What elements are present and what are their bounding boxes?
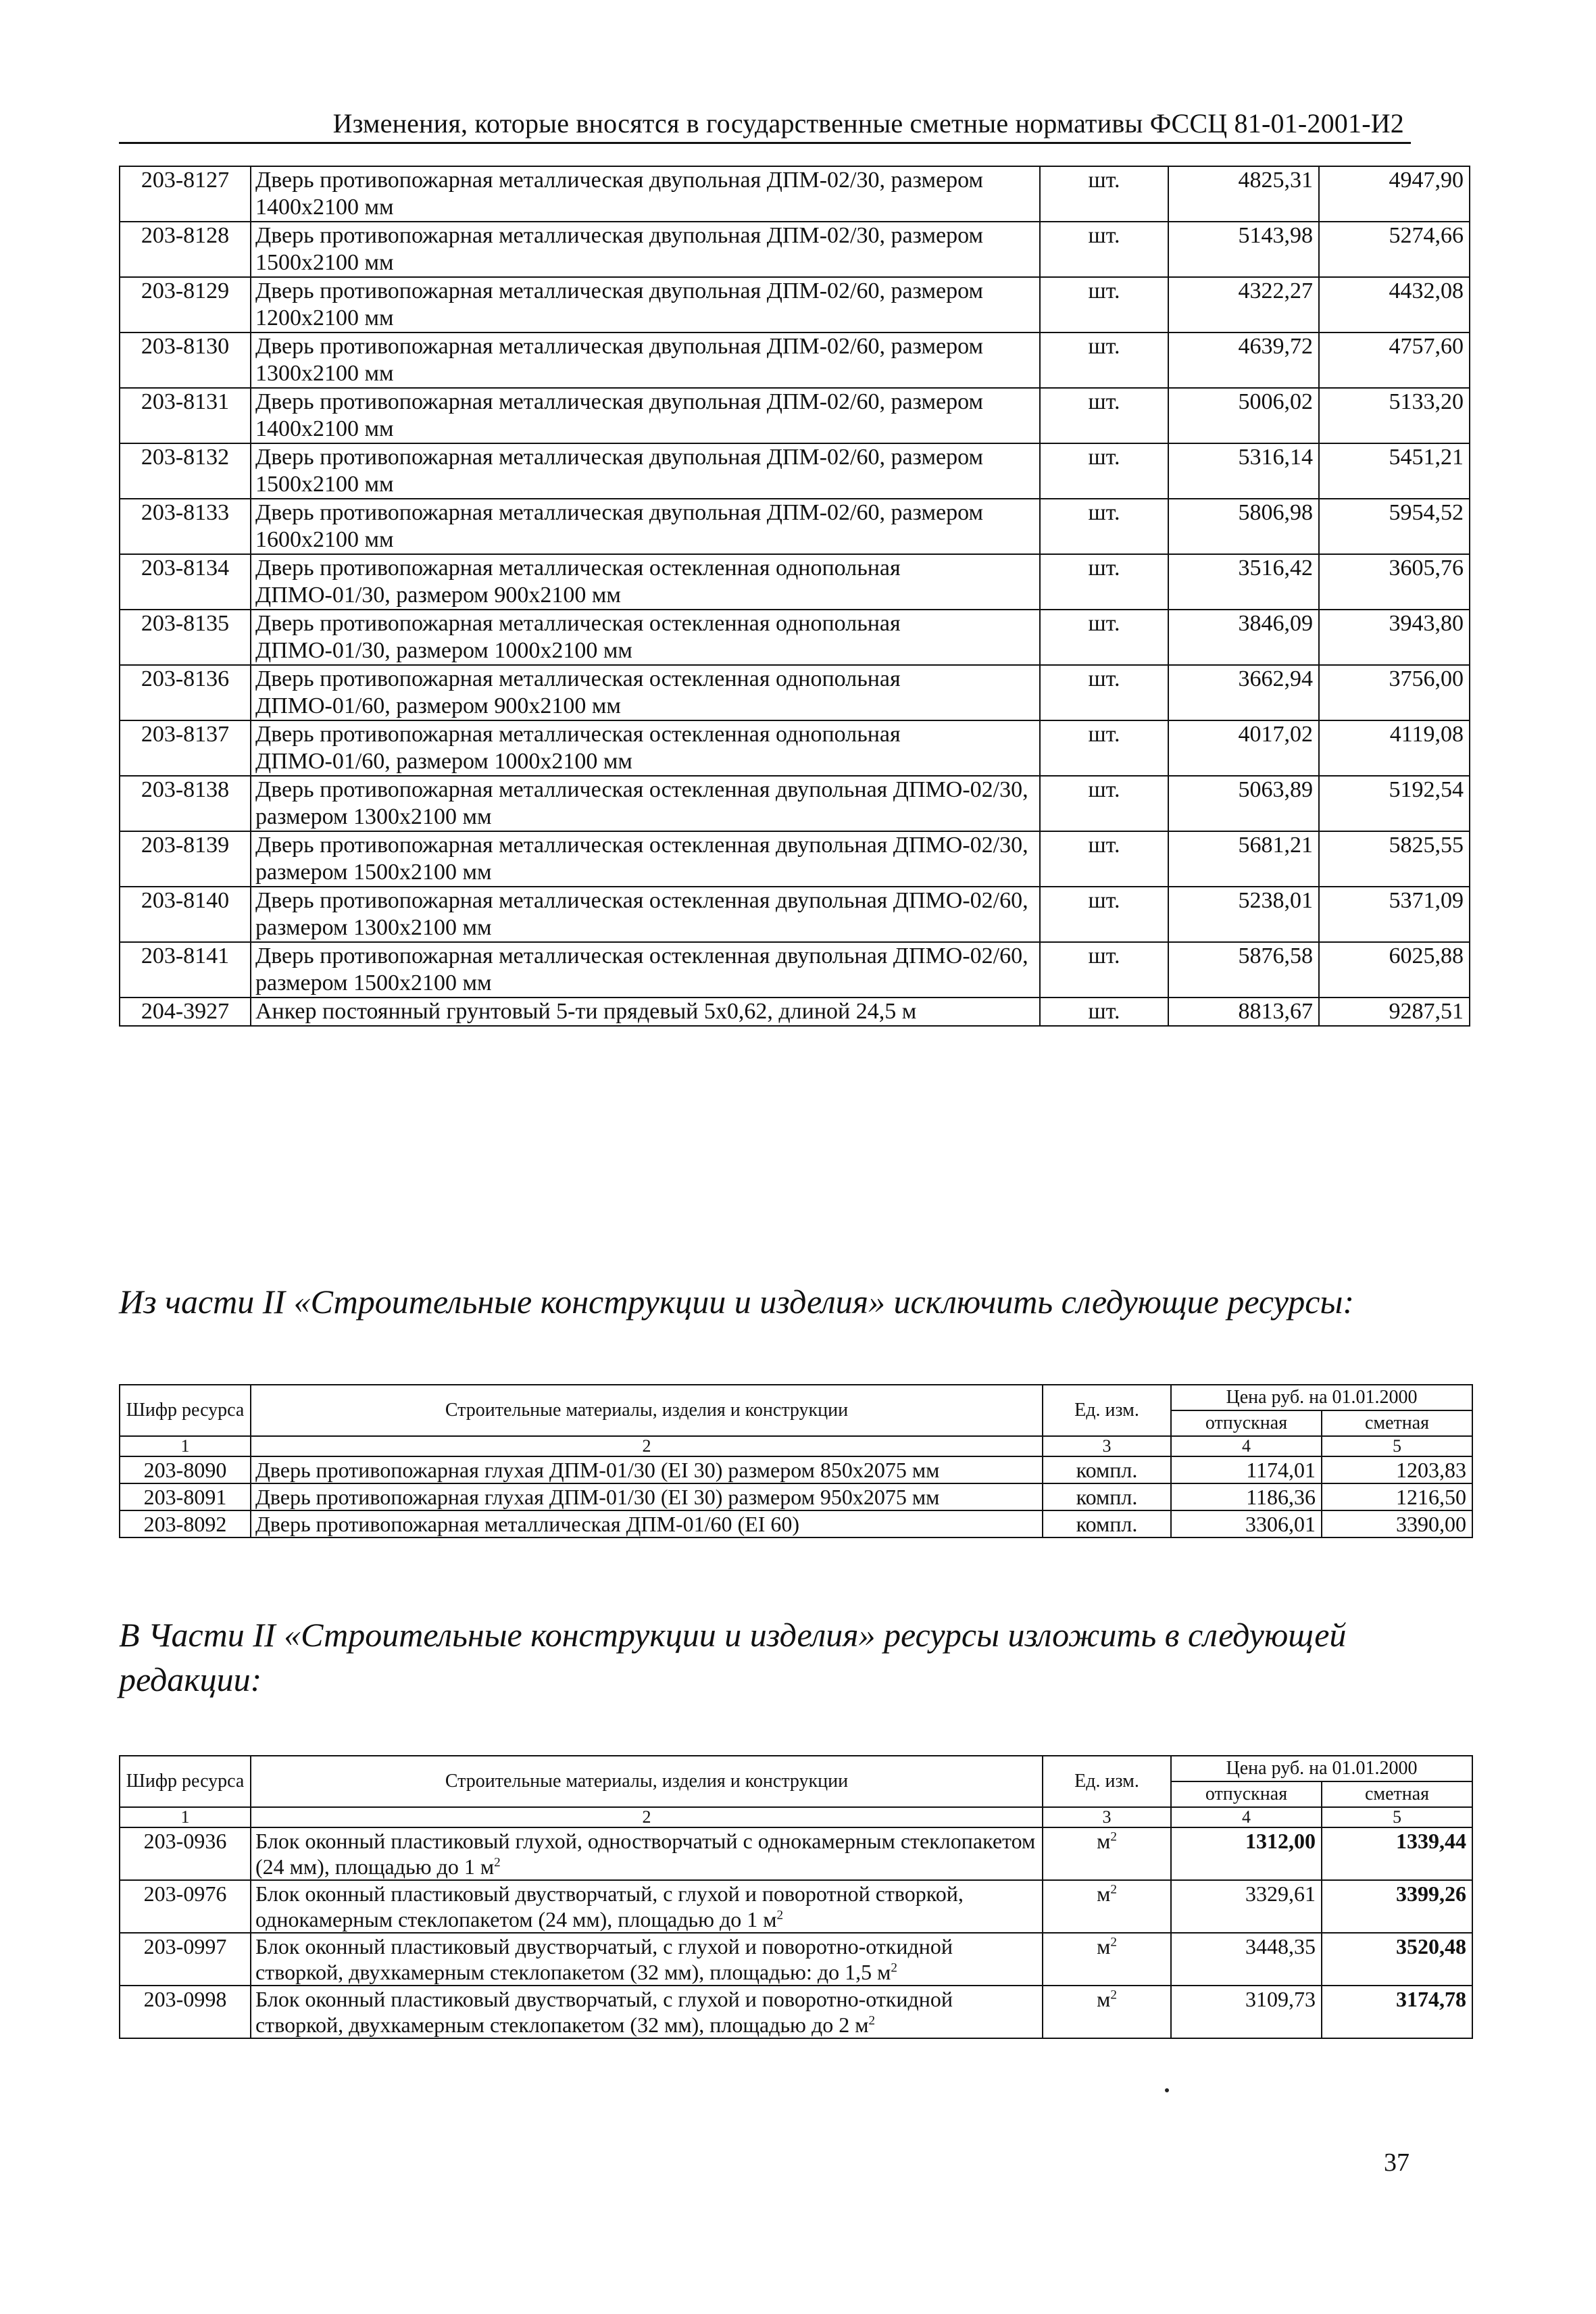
cell-unit [1043, 1986, 1171, 2038]
cell-code: 203-8133 [120, 499, 251, 554]
header-price-estimate: сметная [1322, 1781, 1472, 1807]
cell-code: 203-8141 [120, 942, 251, 998]
cell-unit [1043, 1827, 1171, 1880]
header-code: Шифр ресурса [120, 1385, 251, 1436]
cell-price-estimate: 1203,83 [1322, 1456, 1472, 1483]
cell-name-text: Блок оконный пластиковый двустворчатый, с глухой и поворотно-откидной створкой, двухкамерным стеклопакетом (32 мм), площадью: до 1,5 м [255, 1934, 953, 1984]
cell-code: 203-8139 [120, 831, 251, 887]
header-name: Строительные материалы, изделия и конструкции [251, 1385, 1043, 1436]
cell-price-release: 5006,02 [1168, 388, 1319, 443]
header-price-estimate: сметная [1322, 1410, 1472, 1436]
cell-name: Дверь противопожарная металлическая остекленная однопольная ДПМО-01/60, размером 900х2100 мм [251, 665, 1040, 720]
cell-unit: компл. [1043, 1483, 1171, 1510]
table-row [120, 1933, 1472, 1986]
table-row [120, 166, 1470, 222]
cell-unit-text: м [1097, 1934, 1111, 1959]
cell-unit: шт. [1040, 499, 1168, 554]
cell-name: Дверь противопожарная металлическая двупольная ДПМ-02/60, размером 1300х2100 мм [251, 333, 1040, 388]
cell-price-release: 1174,01 [1171, 1456, 1322, 1483]
cell-name: Дверь противопожарная металлическая остекленная двупольная ДПМО-02/60, размером 1300х2100 мм [251, 887, 1040, 942]
cell-price-release: 5806,98 [1168, 499, 1319, 554]
cell-code: 203-0998 [120, 1986, 251, 2038]
cell-unit: шт. [1040, 831, 1168, 887]
cell-name: Дверь противопожарная металлическая остекленная двупольная ДПМО-02/30, размером 1300х2100 мм [251, 776, 1040, 831]
cell-price-release: 8813,67 [1168, 998, 1319, 1026]
cell-price-estimate: 5451,21 [1319, 443, 1470, 499]
cell-unit: шт. [1040, 665, 1168, 720]
cell-price-estimate: 3520,48 [1322, 1933, 1472, 1986]
cell-name-text: Блок оконный пластиковый глухой, одностворчатый с однокамерным стеклопакетом (24 мм), площадью до 1 м [255, 1829, 1036, 1879]
door-prices-table [119, 166, 1470, 1027]
table-row [120, 554, 1470, 610]
table-row [120, 333, 1470, 388]
cell-price-estimate: 4947,90 [1319, 166, 1470, 222]
table-row [120, 1986, 1472, 2038]
table-row [120, 388, 1470, 443]
cell-unit: шт. [1040, 388, 1168, 443]
cell-code: 203-8137 [120, 720, 251, 776]
cell-unit: шт. [1040, 887, 1168, 942]
cell-price-estimate: 3390,00 [1322, 1510, 1472, 1537]
cell-price-release: 4322,27 [1168, 277, 1319, 333]
cell-price-estimate: 9287,51 [1319, 998, 1470, 1026]
column-number: 2 [251, 1436, 1043, 1456]
table-row [120, 831, 1470, 887]
table-row [120, 998, 1470, 1026]
cell-unit: компл. [1043, 1456, 1171, 1483]
cell-name [251, 1986, 1043, 2038]
cell-name [251, 1880, 1043, 1933]
cell-code: 203-0976 [120, 1880, 251, 1933]
column-number: 4 [1171, 1436, 1322, 1456]
cell-code: 203-8138 [120, 776, 251, 831]
superscript: 2 [1110, 1882, 1117, 1897]
cell-price-estimate: 5274,66 [1319, 222, 1470, 277]
header-title: Изменения, которые вносятся в государственные сметные нормативы ФССЦ 81-01-2001-И2 [332, 108, 1404, 139]
cell-price-release: 3329,61 [1171, 1880, 1322, 1933]
superscript: 2 [891, 1961, 897, 1975]
cell-price-release: 1186,36 [1171, 1483, 1322, 1510]
cell-price-release: 3448,35 [1171, 1933, 1322, 1986]
cell-price-estimate: 4119,08 [1319, 720, 1470, 776]
cell-price-release: 3846,09 [1168, 610, 1319, 665]
header-unit: Ед. изм. [1043, 1756, 1171, 1807]
header-price-release: отпускная [1171, 1781, 1322, 1807]
cell-code: 203-8128 [120, 222, 251, 277]
cell-price-estimate: 6025,88 [1319, 942, 1470, 998]
cell-price-estimate: 3399,26 [1322, 1880, 1472, 1933]
table-row [120, 610, 1470, 665]
column-number: 3 [1043, 1807, 1171, 1827]
cell-code: 203-0936 [120, 1827, 251, 1880]
cell-name: Дверь противопожарная металлическая остекленная двупольная ДПМО-02/60, размером 1500х2100 мм [251, 942, 1040, 998]
cell-price-release: 5143,98 [1168, 222, 1319, 277]
cell-price-release: 4017,02 [1168, 720, 1319, 776]
cell-code: 203-8140 [120, 887, 251, 942]
cell-price-release: 5063,89 [1168, 776, 1319, 831]
column-number: 1 [120, 1807, 251, 1827]
cell-name: Дверь противопожарная глухая ДПМ-01/30 (EI 30) размером 950х2075 мм [251, 1483, 1043, 1510]
cell-price-estimate: 1339,44 [1322, 1827, 1472, 1880]
cell-unit: шт. [1040, 720, 1168, 776]
cell-code: 203-8132 [120, 443, 251, 499]
table-row [120, 1483, 1472, 1510]
table-row [120, 665, 1470, 720]
cell-name: Дверь противопожарная глухая ДПМ-01/30 (EI 30) размером 850х2075 мм [251, 1456, 1043, 1483]
cell-code: 203-8136 [120, 665, 251, 720]
cell-code: 203-8091 [120, 1483, 251, 1510]
cell-price-estimate: 5371,09 [1319, 887, 1470, 942]
cell-price-release: 3109,73 [1171, 1986, 1322, 2038]
cell-name [251, 1827, 1043, 1880]
cell-name: Дверь противопожарная металлическая остекленная двупольная ДПМО-02/30, размером 1500х2100 мм [251, 831, 1040, 887]
cell-price-release: 5681,21 [1168, 831, 1319, 887]
cell-price-estimate: 5825,55 [1319, 831, 1470, 887]
cell-code: 204-3927 [120, 998, 251, 1026]
cell-price-release: 3306,01 [1171, 1510, 1322, 1537]
table-row [120, 1827, 1472, 1880]
cell-price-estimate: 5133,20 [1319, 388, 1470, 443]
cell-code: 203-8129 [120, 277, 251, 333]
cell-unit: шт. [1040, 222, 1168, 277]
cell-price-estimate: 4757,60 [1319, 333, 1470, 388]
table-row [120, 443, 1470, 499]
cell-name: Дверь противопожарная металлическая остекленная однопольная ДПМО-01/60, размером 1000х2100 мм [251, 720, 1040, 776]
stray-dot [1165, 2088, 1169, 2092]
cell-unit: шт. [1040, 443, 1168, 499]
cell-price-release: 4825,31 [1168, 166, 1319, 222]
cell-name-text: Блок оконный пластиковый двустворчатый, с глухой и поворотно-откидной створкой, двухкамерным стеклопакетом (32 мм), площадью до 2 м [255, 1987, 953, 2037]
table-row [120, 1456, 1472, 1483]
column-number: 4 [1171, 1807, 1322, 1827]
cell-unit: шт. [1040, 277, 1168, 333]
excluded-resources-table [119, 1384, 1473, 1538]
header-code: Шифр ресурса [120, 1756, 251, 1807]
superscript: 2 [868, 2013, 876, 2028]
section-heading-exclude: Из части II «Строительные конструкции и изделия» исключить следующие ресурсы: [119, 1283, 1354, 1321]
column-number-row [120, 1436, 1472, 1456]
cell-unit: шт. [1040, 776, 1168, 831]
cell-unit: компл. [1043, 1510, 1171, 1537]
table-row [120, 720, 1470, 776]
cell-code: 203-8090 [120, 1456, 251, 1483]
cell-name: Дверь противопожарная металлическая остекленная однопольная ДПМО-01/30, размером 900х2100 мм [251, 554, 1040, 610]
superscript: 2 [776, 1908, 784, 1923]
cell-unit: шт. [1040, 610, 1168, 665]
cell-unit [1043, 1933, 1171, 1986]
cell-price-estimate: 3174,78 [1322, 1986, 1472, 2038]
cell-price-release: 5238,01 [1168, 887, 1319, 942]
cell-unit: шт. [1040, 998, 1168, 1026]
cell-unit: шт. [1040, 942, 1168, 998]
cell-price-estimate: 5954,52 [1319, 499, 1470, 554]
table-header-row [120, 1385, 1472, 1410]
table-row [120, 1510, 1472, 1537]
column-number-row [120, 1807, 1472, 1827]
cell-price-estimate: 3943,80 [1319, 610, 1470, 665]
cell-price-estimate: 3605,76 [1319, 554, 1470, 610]
page-header [119, 105, 1411, 144]
page-number: 37 [1384, 2148, 1410, 2177]
cell-price-estimate: 5192,54 [1319, 776, 1470, 831]
cell-name: Дверь противопожарная металлическая ДПМ-01/60 (EI 60) [251, 1510, 1043, 1537]
cell-price-release: 1312,00 [1171, 1827, 1322, 1880]
header-price-release: отпускная [1171, 1410, 1322, 1436]
header-price-group: Цена руб. на 01.01.2000 [1171, 1385, 1472, 1410]
cell-name: Дверь противопожарная металлическая двупольная ДПМ-02/60, размером 1200х2100 мм [251, 277, 1040, 333]
cell-code: 203-8092 [120, 1510, 251, 1537]
cell-unit-text: м [1097, 1829, 1111, 1853]
superscript: 2 [494, 1855, 501, 1870]
cell-unit [1043, 1880, 1171, 1933]
column-number: 5 [1322, 1807, 1472, 1827]
cell-name: Дверь противопожарная металлическая двупольная ДПМ-02/60, размером 1400х2100 мм [251, 388, 1040, 443]
cell-unit: шт. [1040, 166, 1168, 222]
cell-code: 203-8134 [120, 554, 251, 610]
cell-code: 203-8135 [120, 610, 251, 665]
column-number: 2 [251, 1807, 1043, 1827]
cell-unit-text: м [1097, 1987, 1111, 2011]
column-number: 1 [120, 1436, 251, 1456]
table-row [120, 942, 1470, 998]
cell-unit-text: м [1097, 1881, 1111, 1906]
superscript: 2 [1110, 1829, 1117, 1844]
cell-name [251, 1933, 1043, 1986]
cell-unit: шт. [1040, 333, 1168, 388]
cell-price-release: 3516,42 [1168, 554, 1319, 610]
superscript: 2 [1110, 1988, 1117, 2002]
cell-name: Дверь противопожарная металлическая двупольная ДПМ-02/60, размером 1600х2100 мм [251, 499, 1040, 554]
cell-price-estimate: 1216,50 [1322, 1483, 1472, 1510]
table-row [120, 887, 1470, 942]
column-number: 5 [1322, 1436, 1472, 1456]
cell-code: 203-0997 [120, 1933, 251, 1986]
table-header-row [120, 1756, 1472, 1781]
cell-price-release: 4639,72 [1168, 333, 1319, 388]
table-row [120, 222, 1470, 277]
table-row [120, 499, 1470, 554]
header-price-group: Цена руб. на 01.01.2000 [1171, 1756, 1472, 1781]
cell-price-release: 5876,58 [1168, 942, 1319, 998]
cell-name: Дверь противопожарная металлическая двупольная ДПМ-02/60, размером 1500х2100 мм [251, 443, 1040, 499]
cell-name: Дверь противопожарная металлическая остекленная однопольная ДПМО-01/30, размером 1000х2100 мм [251, 610, 1040, 665]
table-row [120, 277, 1470, 333]
column-number: 3 [1043, 1436, 1171, 1456]
cell-name-text: Блок оконный пластиковый двустворчатый, с глухой и поворотной створкой, однокамерным стеклопакетом (24 мм), площадью до 1 м [255, 1881, 964, 1931]
cell-price-release: 5316,14 [1168, 443, 1319, 499]
cell-price-estimate: 3756,00 [1319, 665, 1470, 720]
table-row [120, 1880, 1472, 1933]
header-unit: Ед. изм. [1043, 1385, 1171, 1436]
table-row [120, 776, 1470, 831]
cell-name: Анкер постоянный грунтовый 5-ти прядевый 5х0,62, длиной 24,5 м [251, 998, 1040, 1026]
cell-code: 203-8127 [120, 166, 251, 222]
cell-code: 203-8131 [120, 388, 251, 443]
revised-resources-table [119, 1755, 1473, 2039]
cell-code: 203-8130 [120, 333, 251, 388]
section-heading-revise: В Части II «Строительные конструкции и изделия» ресурсы изложить в следующей редакции: [119, 1616, 1347, 1698]
cell-price-estimate: 4432,08 [1319, 277, 1470, 333]
header-name: Строительные материалы, изделия и конструкции [251, 1756, 1043, 1807]
cell-unit: шт. [1040, 554, 1168, 610]
cell-name: Дверь противопожарная металлическая двупольная ДПМ-02/30, размером 1500х2100 мм [251, 222, 1040, 277]
cell-name: Дверь противопожарная металлическая двупольная ДПМ-02/30, размером 1400х2100 мм [251, 166, 1040, 222]
cell-price-release: 3662,94 [1168, 665, 1319, 720]
superscript: 2 [1110, 1935, 1117, 1950]
